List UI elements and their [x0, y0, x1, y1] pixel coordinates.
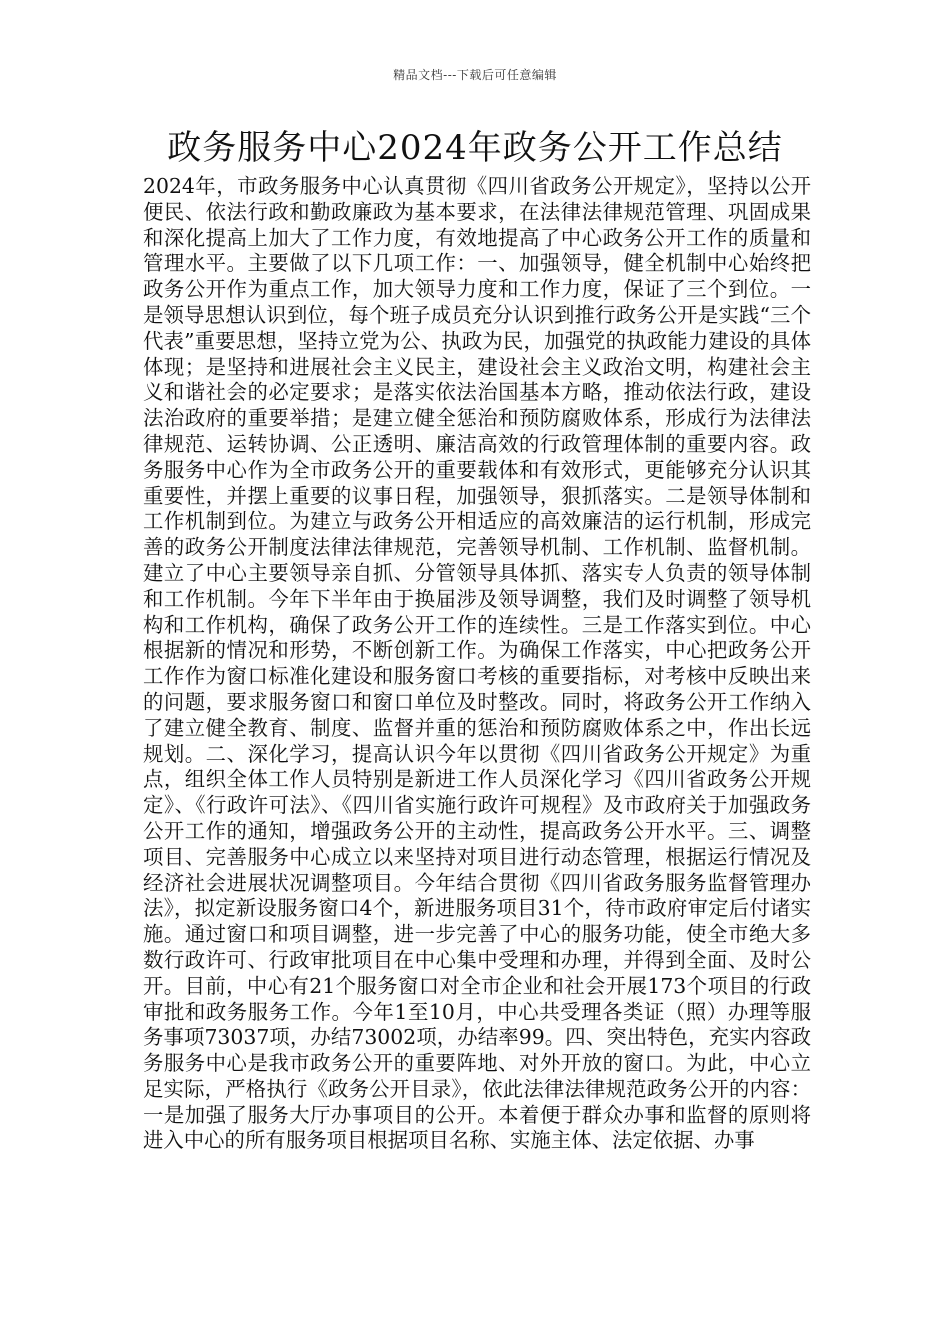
document-body: 2024年，市政务服务中心认真贯彻《四川省政务公开规定》，坚持以公开便民、依法行政和勤政廉政为基本要求，在法律法律规范管理、巩固成果和深化提高上加大了工作力度，有效地提高了中心政务公开工作的质量和管理水平。主要做了以下几项工作：一、加强领导，健全机制中心始终把政务公开作为重点工作，加大领导力度和工作力度，保证了三个到位。一是领导思想认识到位，每个班子成员充分认识到推行政务公开是实践“三个代表”重要思想，坚持立党为公、执政为民，加强党的执政能力建设的具体体现；是坚持和进展社会主义民主，建设社会主义政治文明，构建社会主义和谐社会的必定要求；是落实依法治国基本方略，推动依法行政，建设法治政府的重要举措；是建立健全惩治和预防腐败体系，形成行为法律法律规范、运转协调、公正透明、廉洁高效的行政管理体制的重要内容。政务服务中心作为全市政务公开的重要载体和有效形式，更能够充分认识其重要性，并摆上重要的议事日程，加强领导，狠抓落实。二是领导体制和工作机制到位。为建立与政务公开相适应的高效廉洁的运行机制，形成完善的政务公开制度法律法律规范，完善领导机制、工作机制、监督机制。建立了中心主要领导亲自抓、分管领导具体抓、落实专人负责的领导体制和工作机制。今年下半年由于换届涉及领导调整，我们及时调整了领导机构和工作机构，确保了政务公开工作的连续性。三是工作落实到位。中心根据新的情况和形势，不断创新工作。为确保工作落实，中心把政务公开工作作为窗口标准化建设和服务窗口考核的重要指标，对考核中反映出来的问题，要求服务窗口和窗口单位及时整改。同时，将政务公开工作纳入了建立健全教育、制度、监督并重的惩治和预防腐败体系之中，作出长远规划。二、深化学习，提高认识今年以贯彻《四川省政务公开规定》为重点，组织全体工作人员特别是新进工作人员深化学习《四川省政务公开规定》、《行政许可法》、《四川省实施行政许可规程》及市政府关于加强政务公开工作的通知，增强政务公开的主动性，提高政务公开水平。三、调整项目、完善服务中心成立以来坚持对项目进行动态管理，根据运行情况及经济社会进展状况调整项目。今年结合贯彻《四川省政务服务监督管理办法》，拟定新设服务窗口4个，新进服务项目31个，待市政府审定后付诸实施。通过窗口和项目调整，进一步完善了中心的服务功能，使全市绝大多数行政许可、行政审批项目在中心集中受理和办理，并得到全面、及时公开。目前，中心有21个服务窗口对全市企业和社会开展173个项目的行政审批和政务服务工作。今年1至10月，中心共受理各类证（照）办理等服务事项73037项，办结73002项，办结率99。四、突出特色，充实内容政务服务中心是我市政务公开的重要阵地、对外开放的窗口。为此，中心立足实际，严格执行《政务公开目录》，依此法律法律规范政务公开的内容：一是加强了服务大厅办事项目的公开。本着便于群众办事和监督的原则将进入中心的所有服务项目根据项目名称、实施主体、法定依据、办事 — [143, 174, 811, 1153]
header-note: 精品文档---下载后可任意编辑 — [393, 68, 557, 82]
document-title: 政务服务中心2024年政务公开工作总结 — [167, 128, 783, 168]
